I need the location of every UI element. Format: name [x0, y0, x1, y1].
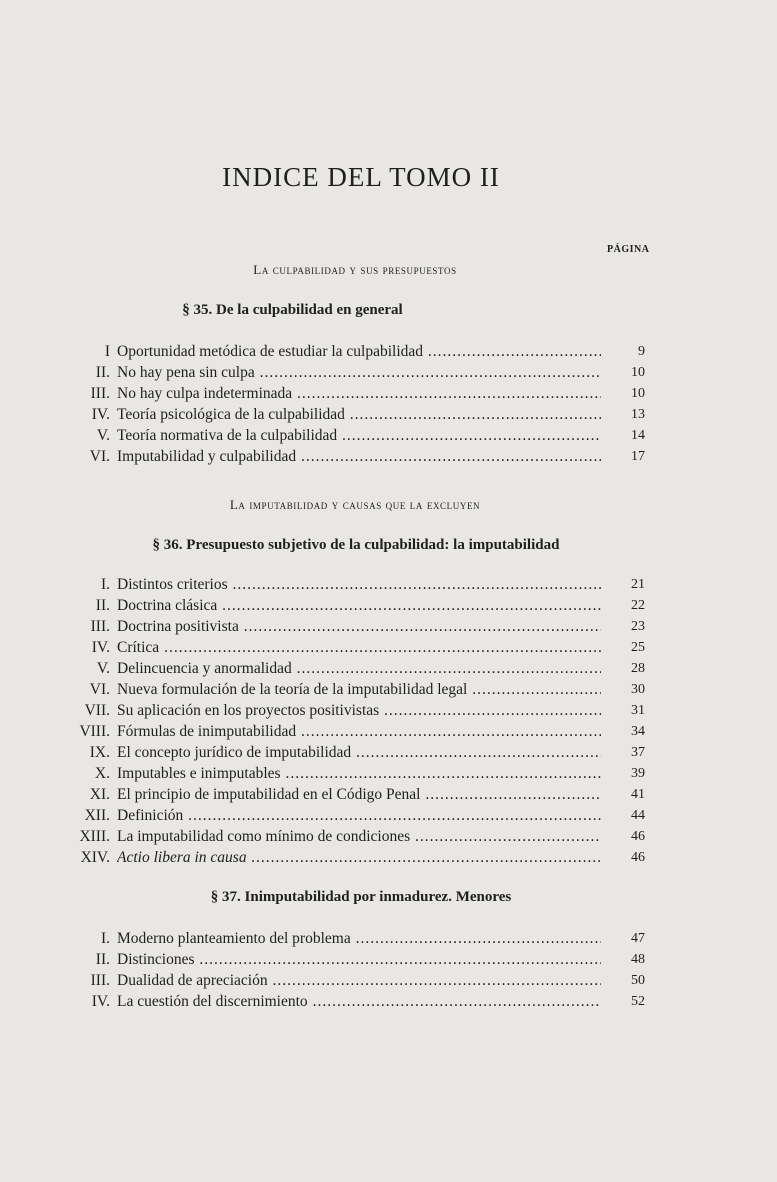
entry-title: La cuestión del discernimiento .....: [117, 991, 601, 1012]
entry-title: Fórmulas de inimputabilidad .....: [117, 721, 601, 742]
entry-title: La imputabilidad como mínimo de condiciones .....: [117, 826, 601, 847]
entry-page-number: 30: [631, 682, 645, 697]
entry-page-number: 47: [631, 931, 645, 946]
section-heading: § 35. De la culpabilidad en general: [182, 302, 403, 318]
entry-number: V.: [96, 427, 110, 444]
entry-page-number: 25: [631, 640, 645, 655]
entry-number: VI.: [89, 448, 110, 465]
page-column-label: PÁGINA: [607, 244, 650, 255]
entry-page-number: 10: [631, 365, 645, 380]
entry-page-number: 37: [631, 745, 645, 760]
entry-title: Crítica .....: [117, 637, 601, 658]
entry-number: IV.: [91, 993, 110, 1010]
entry-title: El principio de imputabilidad en el Código Penal .....: [117, 784, 601, 805]
entry-page-number: 14: [631, 428, 645, 443]
entry-page-number: 28: [631, 661, 645, 676]
entry-page-number: 17: [631, 449, 645, 464]
entry-page-number: 44: [631, 808, 645, 823]
entry-title: Delincuencia y anormalidad .....: [117, 658, 601, 679]
entry-title: Doctrina positivista .....: [117, 616, 601, 637]
entry-number: IV.: [91, 639, 110, 656]
entry-title: Teoría normativa de la culpabilidad .....: [117, 425, 601, 446]
entry-page-number: 46: [631, 829, 645, 844]
entry-title: Imputabilidad y culpabilidad .....: [117, 446, 601, 467]
entry-title: Actio libera in causa .....: [117, 847, 601, 868]
entry-number: XI.: [89, 786, 110, 803]
entry-number: IX.: [89, 744, 110, 761]
entry-number: VII.: [84, 702, 110, 719]
section-heading: § 36. Presupuesto subjetivo de la culpabilidad: la imputabilidad: [152, 537, 560, 553]
entry-number: XIV.: [80, 849, 110, 866]
entry-page-number: 23: [631, 619, 645, 634]
entry-number: II.: [95, 951, 110, 968]
entry-number: I: [104, 343, 110, 360]
entry-title: Nueva formulación de la teoría de la imputabilidad legal .....: [117, 679, 601, 700]
entry-title: No hay culpa indeterminada .....: [117, 383, 601, 404]
part-heading: La culpabilidad y sus presupuestos: [253, 262, 457, 277]
entry-title: Teoría psicológica de la culpabilidad .....: [117, 404, 601, 425]
entry-number: XII.: [84, 807, 110, 824]
entry-title: Oportunidad metódica de estudiar la culpabilidad .....: [117, 341, 601, 362]
entry-title: Distinciones .....: [117, 949, 601, 970]
entry-page-number: 52: [631, 994, 645, 1009]
entry-number: VIII.: [79, 723, 110, 740]
entry-title: Definición .....: [117, 805, 601, 826]
entry-number: I.: [100, 576, 110, 593]
page-title: INDICE DEL TOMO II: [222, 162, 500, 193]
entry-page-number: 41: [631, 787, 645, 802]
entry-page-number: 9: [638, 344, 645, 359]
entry-title: Imputables e inimputables .....: [117, 763, 601, 784]
entry-number: XIII.: [79, 828, 110, 845]
entry-title: Moderno planteamiento del problema .....: [117, 928, 601, 949]
part-heading: La imputabilidad y causas que la excluyen: [229, 497, 481, 512]
entry-number: II.: [95, 597, 110, 614]
entry-title: Dualidad de apreciación .....: [117, 970, 601, 991]
entry-number: V.: [96, 660, 110, 677]
entry-number: III.: [90, 618, 110, 635]
entry-page-number: 10: [631, 386, 645, 401]
entry-page-number: 39: [631, 766, 645, 781]
entry-page-number: 50: [631, 973, 645, 988]
entry-page-number: 34: [631, 724, 645, 739]
entry-title: Su aplicación en los proyectos positivistas .....: [117, 700, 601, 721]
entry-page-number: 22: [631, 598, 645, 613]
entry-page-number: 21: [631, 577, 645, 592]
entry-title: El concepto jurídico de imputabilidad .....: [117, 742, 601, 763]
entry-title: No hay pena sin culpa .....: [117, 362, 601, 383]
entry-number: X.: [94, 765, 110, 782]
entry-page-number: 31: [631, 703, 645, 718]
entry-number: I.: [100, 930, 110, 947]
entry-title: Distintos criterios .....: [117, 574, 601, 595]
entry-page-number: 46: [631, 850, 645, 865]
entry-number: III.: [90, 385, 110, 402]
entry-number: III.: [90, 972, 110, 989]
entry-page-number: 13: [631, 407, 645, 422]
entry-page-number: 48: [631, 952, 645, 967]
section-heading: § 37. Inimputabilidad por inmadurez. Menores: [210, 889, 512, 905]
entry-title: Doctrina clásica .....: [117, 595, 601, 616]
entry-number: II.: [95, 364, 110, 381]
entry-number: VI.: [89, 681, 110, 698]
entry-number: IV.: [91, 406, 110, 423]
